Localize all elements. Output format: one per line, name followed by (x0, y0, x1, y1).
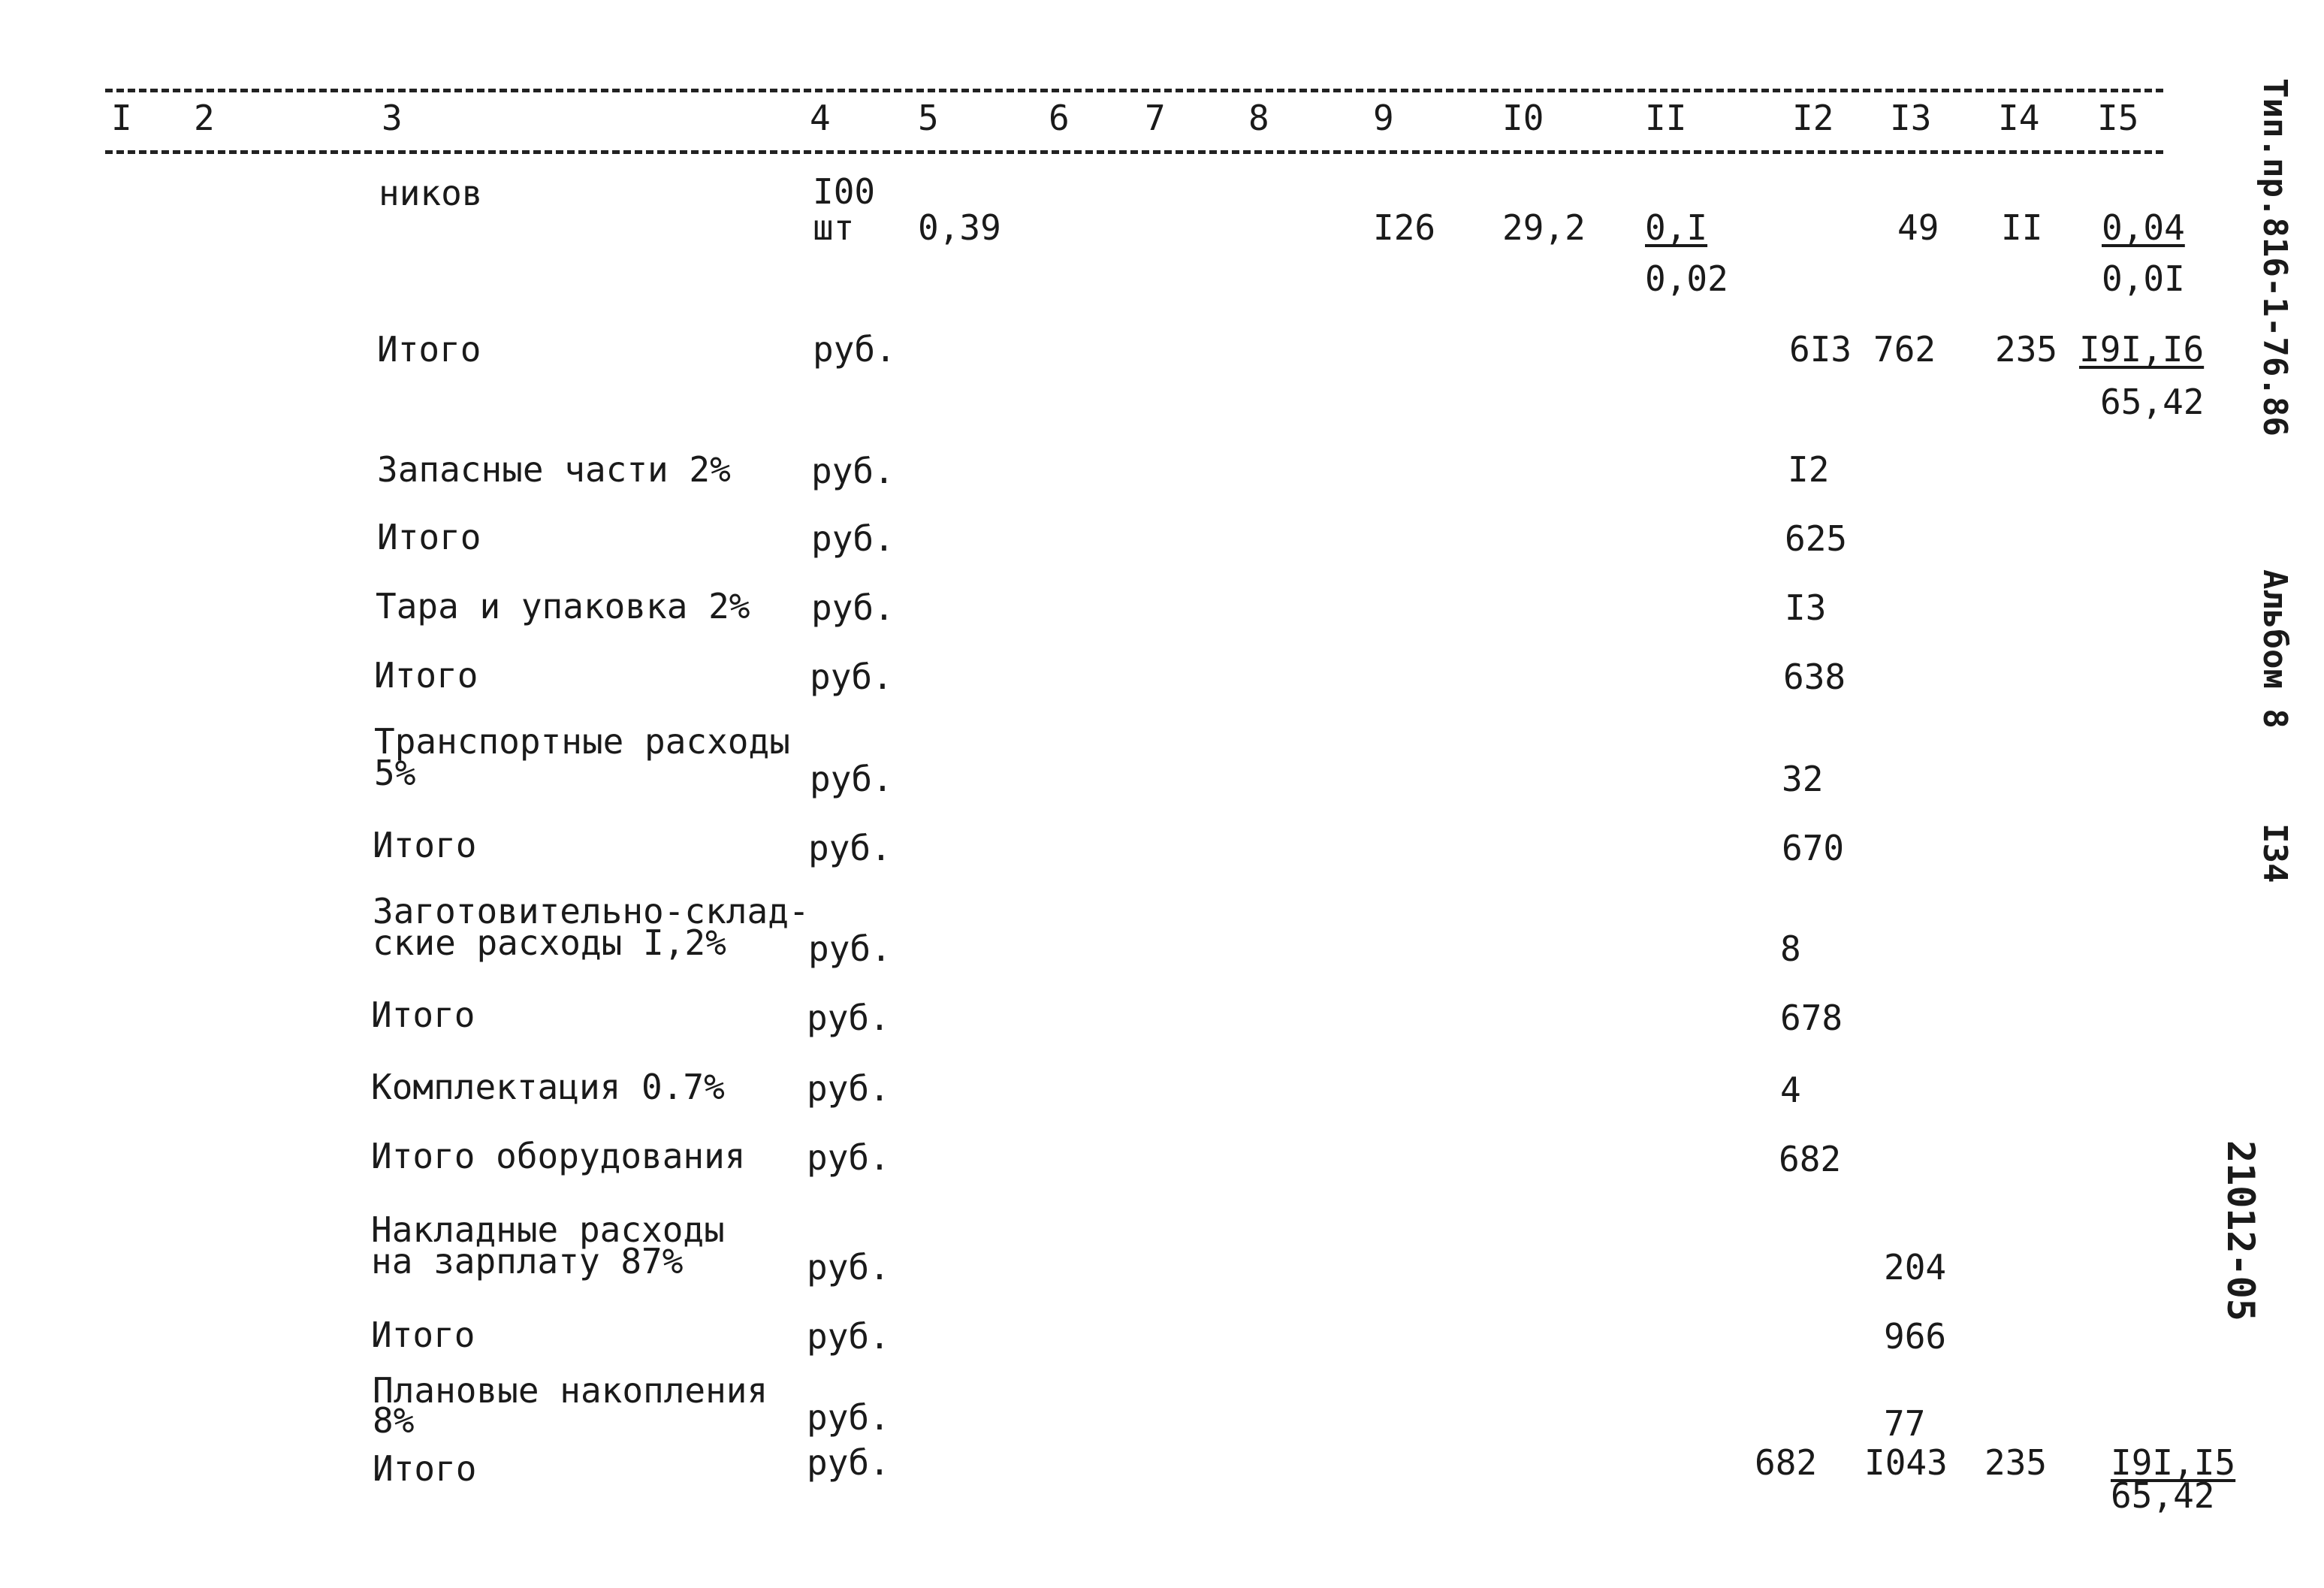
cell-col12: 4 (1780, 1070, 1801, 1110)
header-bottom-line (105, 150, 2163, 154)
row-name: Комплектация 0.7% (371, 1067, 725, 1107)
cell-col13: 204 (1884, 1247, 1947, 1288)
row-name: Итого оборудования (371, 1136, 746, 1176)
col-header-1: I (111, 98, 132, 138)
cell-col12: 6I3 (1789, 329, 1852, 370)
row-name-line1: Транспортные расходы (374, 721, 790, 762)
row-name: Итого (373, 825, 477, 865)
cell-col12: 32 (1782, 759, 1824, 799)
cell-col12: I3 (1785, 587, 1827, 628)
row-name: Итого (374, 655, 478, 696)
row-unit: руб. (807, 998, 890, 1038)
cell-col5: 0,39 (918, 207, 1001, 248)
row-name: Итого (371, 995, 475, 1035)
col-header-4: 4 (810, 98, 831, 138)
cell-col13: 77 (1884, 1403, 1926, 1444)
header-top-line (105, 89, 2163, 92)
row-unit: руб. (807, 1247, 890, 1288)
row-unit: руб. (811, 587, 895, 628)
col-header-10: I0 (1502, 98, 1544, 138)
cell-col12: 682 (1755, 1442, 1818, 1483)
row-name-line1: Плановые накопления (373, 1370, 768, 1411)
row-name: ников (379, 173, 483, 213)
cell-col15-bottom: 65,42 (2100, 382, 2205, 422)
row-name: Тара и упаковка 2% (376, 586, 750, 626)
row-unit: руб. (808, 928, 892, 969)
col-header-3: 3 (382, 98, 403, 138)
cell-col12: 625 (1785, 518, 1848, 559)
cell-col13: 966 (1884, 1316, 1947, 1357)
stamp-number: 21012-05 (2219, 1140, 2262, 1321)
col-header-9: 9 (1373, 98, 1394, 138)
page-number: I34 (2256, 823, 2294, 883)
row-unit: руб. (807, 1137, 890, 1178)
row-name: Запасные части 2% (377, 449, 731, 490)
row-unit: шт (813, 207, 855, 248)
cell-col15-top: I9I,I6 (2079, 329, 2205, 370)
cell-col15-top: 0,04 (2102, 207, 2185, 248)
row-name: Итого (377, 329, 481, 370)
col-header-15: I5 (2097, 98, 2139, 138)
cell-col15-bottom: 0,0I (2102, 258, 2185, 299)
col-header-8: 8 (1248, 98, 1269, 138)
col-header-12: I2 (1792, 98, 1834, 138)
row-unit: руб. (807, 1316, 890, 1357)
row-name: Итого (371, 1315, 475, 1355)
cell-col12: I2 (1788, 449, 1830, 490)
row-name-line2: на зарплату 87% (371, 1241, 684, 1282)
cell-col13: 762 (1873, 329, 1936, 370)
row-unit: руб. (807, 1068, 890, 1109)
col-header-11: II (1645, 98, 1687, 138)
row-name-line1: Накладные расходы (371, 1209, 725, 1250)
col-header-13: I3 (1890, 98, 1932, 138)
cell-col15-bottom: 65,42 (2111, 1475, 2215, 1516)
cell-col12: 670 (1782, 828, 1845, 868)
cell-col12: 638 (1783, 657, 1846, 697)
cell-col15-top: I9I,I5 (2111, 1442, 2236, 1483)
row-unit: руб. (807, 1442, 890, 1483)
row-name-line2: 8% (373, 1400, 415, 1441)
cell-col11-bottom: 0,02 (1645, 258, 1728, 299)
col-header-14: I4 (1998, 98, 2040, 138)
cell-col13: I043 (1864, 1442, 1948, 1483)
row-unit: руб. (811, 451, 895, 491)
cell-col13: 49 (1897, 207, 1939, 248)
row-unit: руб. (810, 657, 893, 697)
row-name-line2: 5% (374, 753, 416, 793)
row-name: Итого (373, 1448, 477, 1489)
row-name-line1: Заготовительно-склад- (373, 891, 810, 931)
cell-col14: 235 (1984, 1442, 2048, 1483)
cell-col11-top: 0,I (1645, 207, 1708, 248)
doc-code: Тип.пр.816-1-76.86 (2256, 78, 2294, 436)
row-unit: руб. (813, 329, 896, 370)
album-label: Альбом 8 (2256, 569, 2294, 729)
cell-col9: I26 (1373, 207, 1436, 248)
row-unit-line1: I00 (813, 171, 876, 212)
row-name: Итого (377, 517, 481, 557)
cell-col12: 682 (1779, 1139, 1842, 1179)
col-header-6: 6 (1049, 98, 1070, 138)
cell-col12: 8 (1780, 928, 1801, 969)
row-unit: руб. (810, 759, 893, 799)
cell-col14: 235 (1995, 329, 2058, 370)
row-unit: руб. (807, 1397, 890, 1438)
row-unit: руб. (811, 518, 895, 559)
cell-col12: 678 (1780, 998, 1843, 1038)
cell-col10: 29,2 (1502, 207, 1586, 248)
row-unit: руб. (808, 828, 892, 868)
col-header-7: 7 (1145, 98, 1166, 138)
col-header-2: 2 (194, 98, 215, 138)
col-header-5: 5 (918, 98, 939, 138)
row-name-line2: ские расходы I,2% (373, 922, 726, 963)
cell-col14: II (2001, 207, 2043, 248)
